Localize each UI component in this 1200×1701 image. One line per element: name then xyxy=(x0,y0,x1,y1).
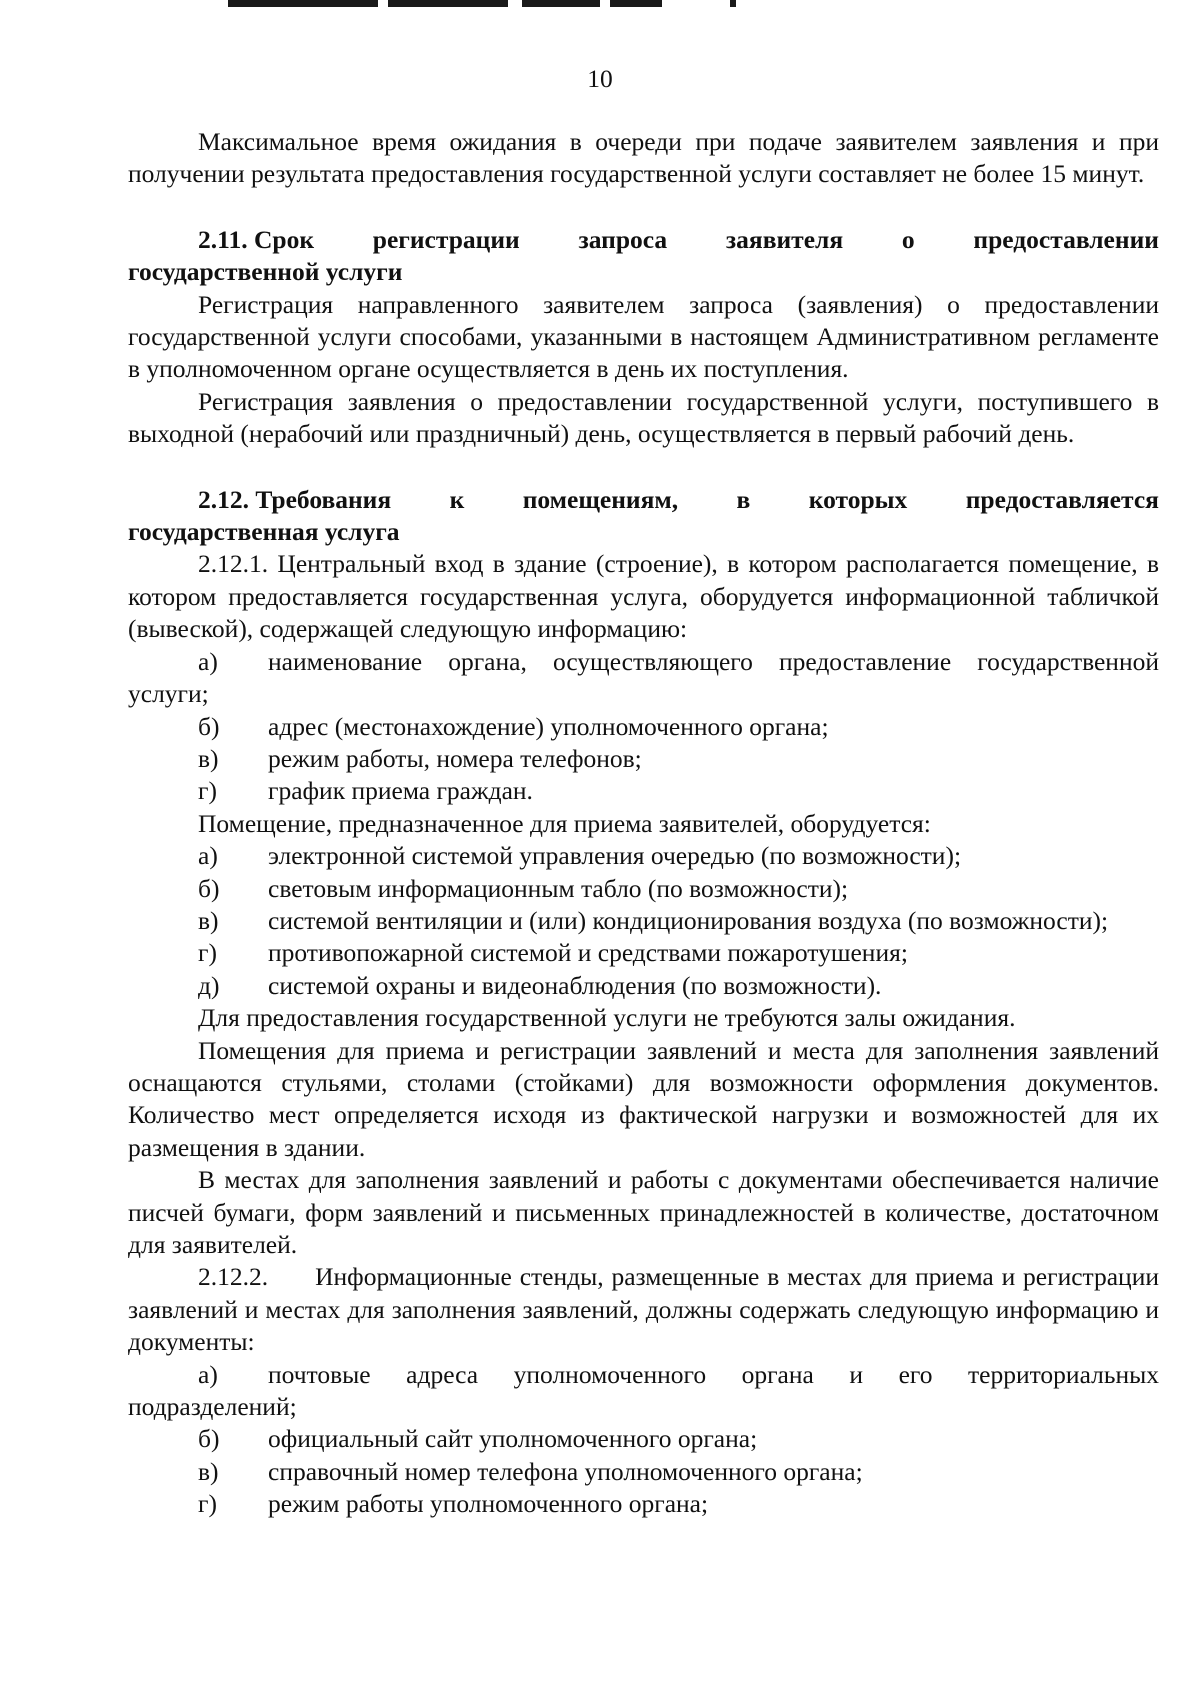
heading-word: запроса xyxy=(578,224,668,254)
heading-word: предоставляется xyxy=(965,484,1159,514)
list-marker: б) xyxy=(198,711,220,741)
list-marker: а) xyxy=(198,1359,218,1389)
list-marker: г) xyxy=(198,1489,217,1519)
list-marker: в) xyxy=(198,905,219,935)
heading-word: к xyxy=(449,484,465,514)
scan-artifact-bar xyxy=(610,0,662,7)
scan-artifact-bar xyxy=(228,0,378,7)
list-item-text: режим работы, номера телефонов; xyxy=(268,743,642,773)
paragraph-places: В местах для заполнения заявлений и работы с документами обеспечивается наличие писчей бумаги, форм заявлений и письменных принадлежностей в количестве, достаточном для заявителей. xyxy=(128,1165,1159,1259)
heading-2-12 xyxy=(128,484,1159,549)
list-marker: в) xyxy=(198,743,219,773)
list-item-text: электронной системой управления очередью (по возможности); xyxy=(268,841,962,871)
list-item-text: световым информационным табло (по возможности); xyxy=(268,873,849,903)
paragraph-rooms: Помещения для приема и регистрации заявлений и места для заполнения заявлений оснащаются стульями, столами (стойками) для возможности оформления документов. Количество мест определяется исходя из фактической нагрузки и возможностей для их размещения в здании. xyxy=(128,1035,1159,1162)
list-item-text: системой охраны и видеонаблюдения (по возможности). xyxy=(268,970,882,1000)
scan-artifact-bar xyxy=(388,0,508,7)
list-item xyxy=(128,1423,1159,1455)
paragraph-2-12-2: 2.12.2. Информационные стенды, размещенные в местах для приема и регистрации заявлений и местах для заполнения заявлений, должны содержать следующую информацию и документы: xyxy=(128,1262,1166,1357)
list-item xyxy=(128,937,1159,969)
heading-word: помещениям, xyxy=(522,484,679,514)
list-item-text: режим работы уполномоченного органа; xyxy=(268,1489,709,1519)
list-marker: б) xyxy=(198,1424,220,1454)
list-item xyxy=(128,873,1159,905)
paragraph-registration-holiday: Регистрация заявления о предоставлении государственной услуги, поступившего в выходной (нерабочий или праздничный) день, осуществляется в первый рабочий день. xyxy=(128,386,1159,449)
list-marker: а) xyxy=(198,646,218,676)
heading-word: заявителя xyxy=(725,224,844,254)
paragraph-registration: Регистрация направленного заявителем запроса (заявления) о предоставлении государственной услуги способами, указанными в настоящем Административном регламенте в уполномоченном органе осуществляется в день их поступления. xyxy=(128,289,1159,384)
heading-2-12-line2: государственная услуга xyxy=(128,517,400,547)
heading-2-12-line1 xyxy=(128,484,1159,516)
list-marker: а) xyxy=(198,841,218,871)
scan-artifact-bar xyxy=(522,0,600,7)
paragraph-2-12-1: 2.12.1. Центральный вход в здание (строение), в котором располагается помещение, в котором предоставляется государственная услуга, оборудуется информационной табличкой (вывеской), содержащей следующую информацию: xyxy=(128,549,1159,644)
list-marker: б) xyxy=(198,873,220,903)
list-item xyxy=(128,840,1159,872)
heading-word: предоставлении xyxy=(973,224,1159,254)
heading-word: которых xyxy=(808,484,908,514)
list-item-text: наименование органа, осуществляющего предоставление государственной услуги; xyxy=(128,646,1159,709)
list-item-text: официальный сайт уполномоченного органа; xyxy=(268,1424,758,1454)
list-item xyxy=(128,1488,1159,1520)
list-item xyxy=(128,905,1159,937)
page-number: 10 xyxy=(587,64,613,93)
list-item xyxy=(128,970,1159,1002)
paragraph-waiting-time: Максимальное время ожидания в очереди при подаче заявителем заявления и при получении результата предоставления государственной услуги составляет не более 15 минут. xyxy=(128,127,1159,189)
spacer xyxy=(128,451,1159,484)
heading-word: в xyxy=(736,484,751,514)
list-marker: в) xyxy=(198,1456,219,1486)
heading-2-11-line1 xyxy=(128,224,1159,256)
list-marker: г) xyxy=(198,776,217,806)
list-item-text: справочный номер телефона уполномоченного органа; xyxy=(268,1456,863,1486)
heading-word: о xyxy=(901,224,915,254)
list-item xyxy=(128,743,1159,775)
paragraph-waiting-halls: Для предоставления государственной услуги не требуются залы ожидания. xyxy=(198,1003,1016,1033)
list-item xyxy=(128,1359,1159,1424)
list-item-text: противопожарной системой и средствами пожаротушения; xyxy=(268,938,908,968)
heading-word: 2.12. Требования xyxy=(198,484,392,514)
scan-artifact-bar xyxy=(730,0,736,7)
heading-2-11-line2: государственной услуги xyxy=(128,257,403,287)
list-item-text: график приема граждан. xyxy=(268,776,533,806)
list-item-text: адрес (местонахождение) уполномоченного органа; xyxy=(268,711,829,741)
heading-2-11 xyxy=(128,224,1159,289)
list-item xyxy=(128,711,1159,743)
list-item-text: системой вентиляции и (или) кондиционирования воздуха (по возможности); xyxy=(268,905,1109,935)
paragraph-equipment: Помещение, предназначенное для приема заявителей, оборудуется: xyxy=(198,808,931,838)
heading-word: 2.11. Срок xyxy=(198,224,315,254)
list-marker: г) xyxy=(198,938,217,968)
list-marker: д) xyxy=(198,970,220,1000)
list-item xyxy=(128,1456,1159,1488)
document-body xyxy=(128,126,1166,1521)
heading-word: регистрации xyxy=(372,224,520,254)
list-item-text: почтовые адреса уполномоченного органа и его территориальных подразделений; xyxy=(128,1359,1159,1422)
list-item xyxy=(128,646,1159,711)
spacer xyxy=(128,191,1159,224)
list-item xyxy=(128,775,1159,807)
